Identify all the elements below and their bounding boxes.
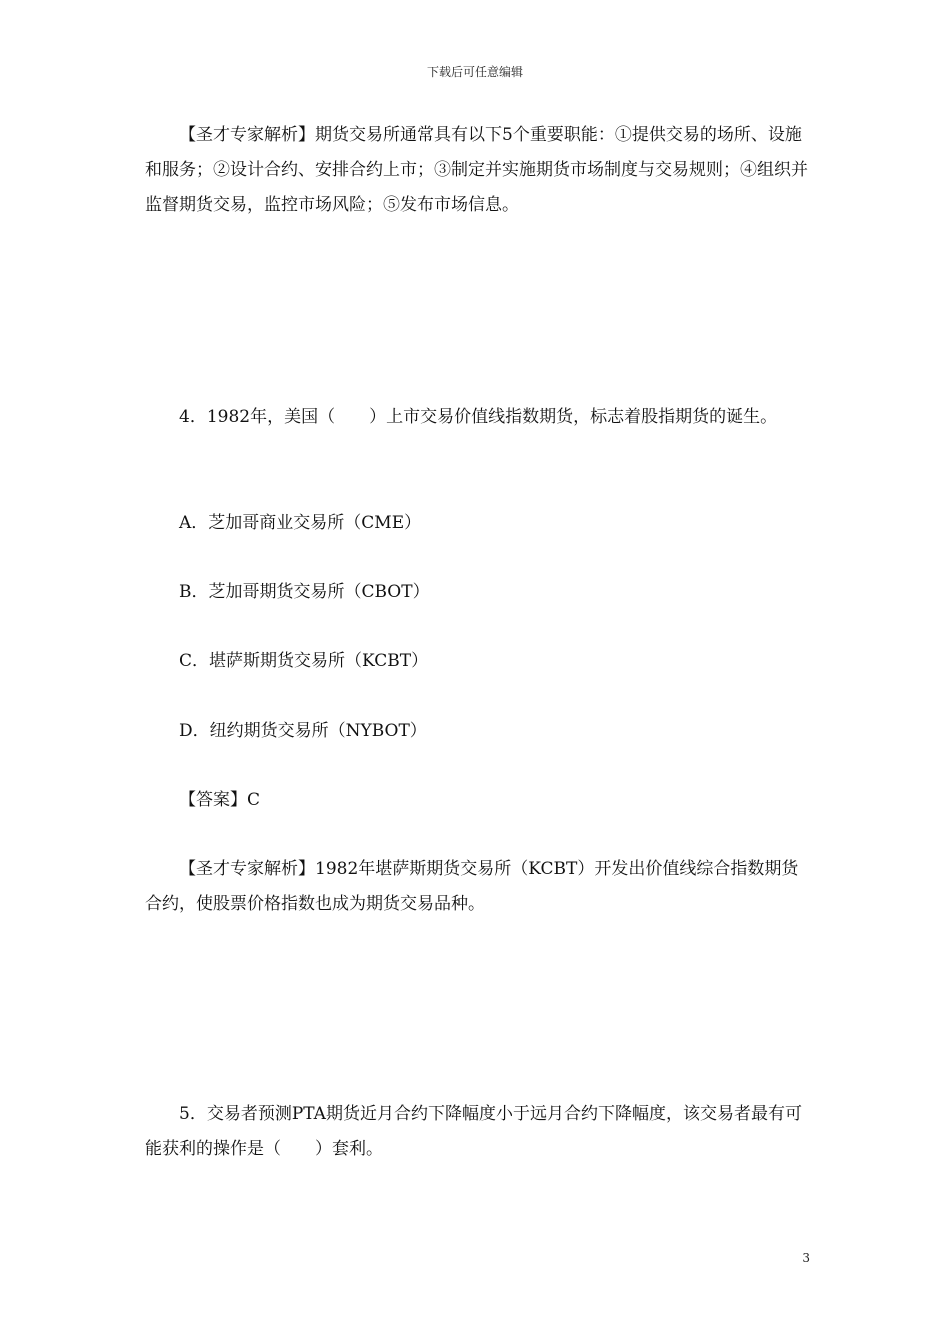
analysis-paragraph-q4: 【圣才专家解析】1982年堪萨斯期货交易所（KCBT）开发出价值线综合指数期货合约，使股票价格指数也成为期货交易品种。 <box>145 859 799 914</box>
page-header: 下载后可任意编辑 <box>426 65 523 79</box>
question-4: 4．1982年，美国（ ）上市交易价值线指数期货，标志着股指期货的诞生。 <box>179 407 778 427</box>
option-a: A．芝加哥商业交易所（CME） <box>179 513 422 533</box>
option-c: C．堪萨斯期货交易所（KCBT） <box>179 651 429 671</box>
question-5: 5．交易者预测PTA期货近月合约下降幅度小于远月合约下降幅度，该交易者最有可能获利的操作是（ ）套利。 <box>145 1104 802 1159</box>
analysis-paragraph-q3: 【圣才专家解析】期货交易所通常具有以下5个重要职能：①提供交易的场所、设施和服务；②设计合约、安排合约上市；③制定并实施期货市场制度与交易规则；④组织并监督期货交易，监控市场风险；⑤发布市场信息。 <box>145 125 808 215</box>
page-number: 3 <box>802 1251 810 1265</box>
option-d: D．纽约期货交易所（NYBOT） <box>179 721 427 741</box>
option-b: B．芝加哥期货交易所（CBOT） <box>179 582 430 602</box>
answer-4: 【答案】C <box>179 790 261 810</box>
